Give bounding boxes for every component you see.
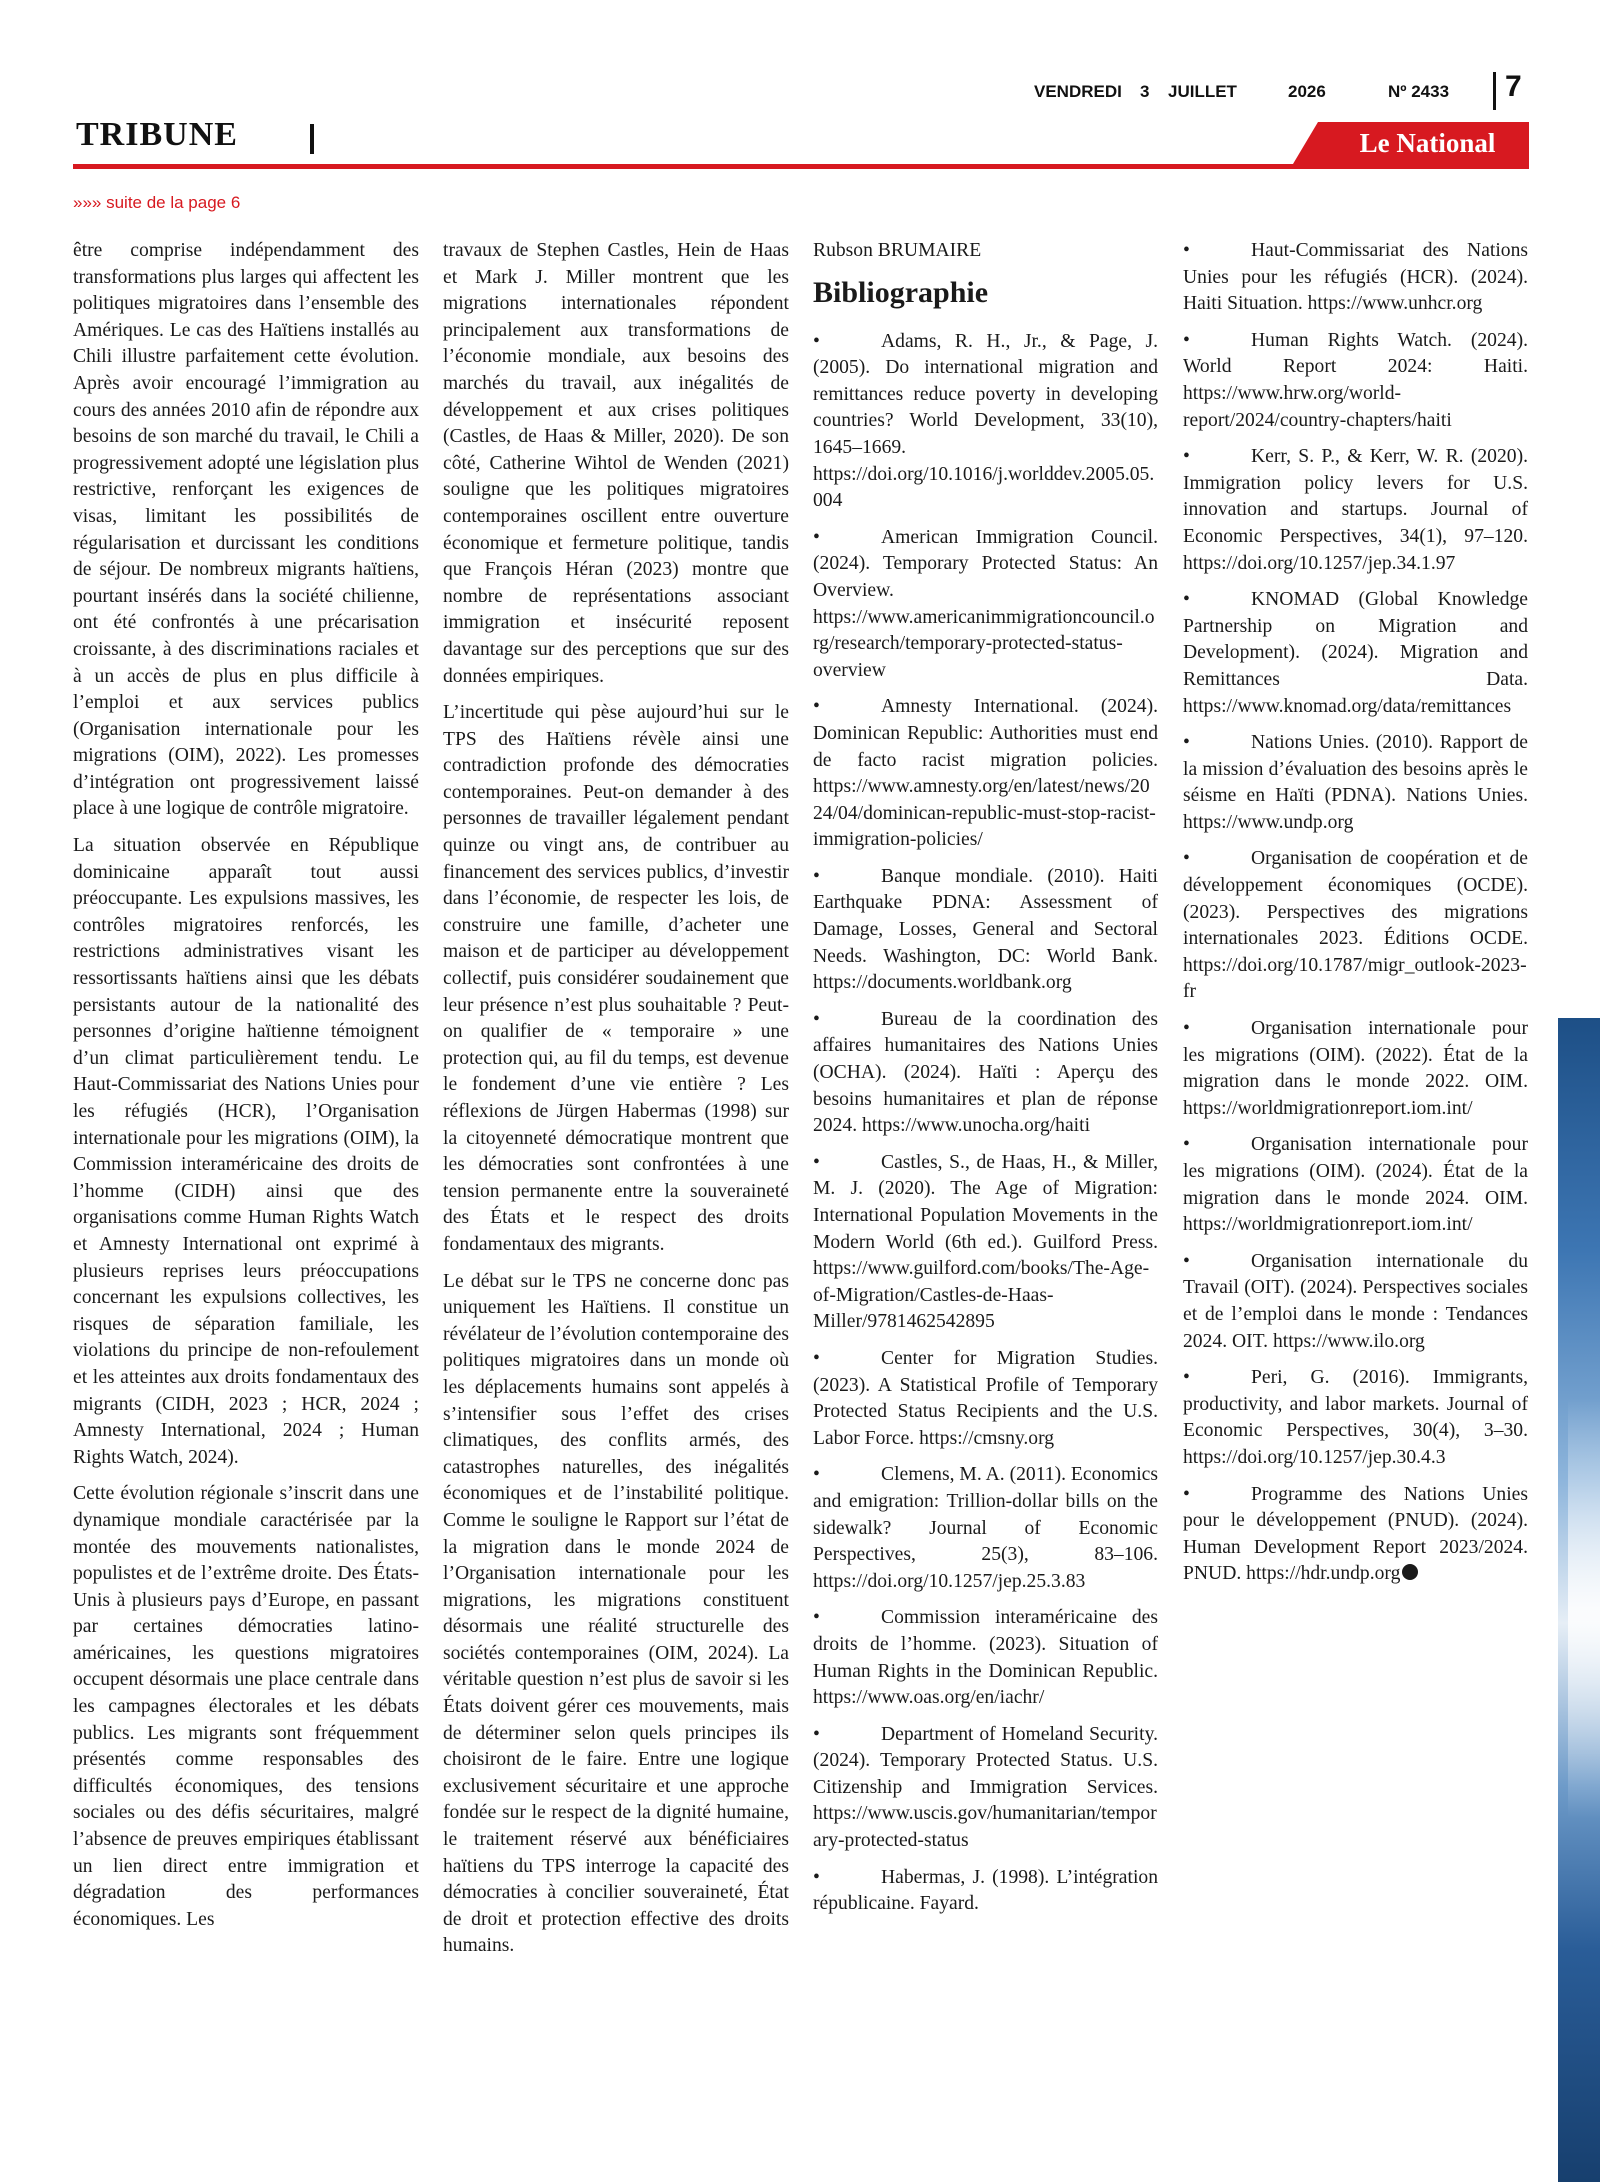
article-column-4 (1183, 238, 1528, 1598)
page-number: 7 (1505, 70, 1522, 103)
issue-info (1030, 82, 1460, 106)
section-title-divider (310, 124, 314, 154)
bibliography-entry: • Kerr, S. P., & Kerr, W. R. (2020). Immigration policy levers for U.S. innovation and startups. Journal of Economic Perspectives, 34(1), 97–120. https://doi.org/10.1257/jep.34.1.97 (1183, 446, 1528, 574)
bibliography-entry: • Amnesty International. (2024). Dominican Republic: Authorities must end de facto racist migration policies. https://www.amnesty.org/en/latest/news/2024/04/dominican-republic-must-stop-racist-immigration-policies/ (813, 696, 1158, 851)
brand-name: Le National (1359, 128, 1496, 158)
bibliography-entry: • Organisation internationale pour les migrations (OIM). (2024). État de la migration dans le monde 2024. OIM. https://worldmigrationreport.iom.int/ (1183, 1134, 1528, 1236)
adjacent-page-photo (1558, 1018, 1600, 2182)
bibliography-entry: • Organisation internationale du Travail (OIT). (2024). Perspectives sociales et de l’emploi dans le monde : Tendances 2024. OIT. https://www.ilo.org (1183, 1250, 1528, 1352)
bibliography-entry: • Castles, S., de Haas, H., & Miller, M. J. (2020). The Age of Migration: International Population Movements in the Modern World (6th ed.). Guilford Press. https://www.guilford.com/books/The-Age-of-Migration/Castles-de-Haas-Miller/9781462542895 (813, 1151, 1158, 1333)
paragraph: La situation observée en République dominicaine apparaît tout aussi préoccupante. Les expulsions massives, les contrôles migratoires renforcés, les restrictions administratives visant les ressortissants haïtiens ainsi que les débats persistants autour de la nationalité des personnes d’origine haïtienne témoignent d’un climat particulièrement tendu. Le Haut-Commissariat des Nations Unies pour les réfugiés (HCR), l’Organisation internationale pour les migrations (OIM), la Commission interaméricaine des droits de l’homme (CIDH) ainsi que des organisations comme Human Rights Watch et Amnesty International ont exprimé à plusieurs reprises leurs préoccupations concernant les expulsions collectives, les risques de séparation familiale, les violations du principe de non-refoulement et les atteintes aux droits fondamentaux des migrants (CIDH, 2023 ; HCR, 2024 ; Amnesty International, 2024 ; Human Rights Watch, 2024). (73, 835, 419, 1468)
bibliography-entry: • American Immigration Council. (2024). Temporary Protected Status: An Overview. https://www.americanimmigrationcouncil.org/research/temporary-protected-status-overview (813, 526, 1158, 681)
paragraph: être comprise indépendamment des transformations plus larges qui affectent les politiques migratoires dans l’ensemble des Amériques. Le cas des Haïtiens installés au Chili illustre parfaitement cette évolution. Après avoir encouragé l’immigration au cours des années 2010 afin de répondre aux besoins de son marché du travail, le Chili a progressivement adopté une législation plus restrictive, renforçant les exigences de visas, limitant les possibilités de régularisation et durcissant les conditions de séjour. De nombreux migrants haïtiens, pourtant insérés dans la société chilienne, ont été confrontés à une précarisation croissante, à des discriminations raciales et à un accès de plus en plus difficile à l’emploi et aux services publics (Organisation internationale pour les migrations (OIM), 2022). Les promesses d’intégration ont progressivement laissé place à une logique de contrôle migratoire. (73, 240, 419, 820)
section-title: TRIBUNE (76, 116, 238, 153)
bibliography-entry: • Organisation internationale pour les migrations (OIM). (2022). État de la migration dans le monde 2022. OIM. https://worldmigrationreport.iom.int/ (1183, 1018, 1528, 1119)
continued-from-link: »»» suite de la page 6 (73, 193, 241, 212)
bibliography-entry: • KNOMAD (Global Knowledge Partnership on Migration and Development). (2024). Migration and Remittances Data. https://www.knomad.org/data/remittances (1183, 589, 1528, 717)
bibliography-entry: • Clemens, M. A. (2011). Economics and emigration: Trillion-dollar bills on the sidewalk? Journal of Economic Perspectives, 25(3), 83–106. https://doi.org/10.1257/jep.25.3.83 (813, 1464, 1158, 1592)
issue-year: 2026 (1288, 82, 1326, 101)
paragraph: L’incertitude qui pèse aujourd’hui sur le TPS des Haïtiens révèle ainsi une contradiction profonde des démocraties contemporaines. Peut-on demander à des personnes de travailler légalement pendant quinze ou vingt ans, de contribuer au financement des services publics, d’investir dans l’économie, de respecter les lois, de construire une famille, d’acheter une maison et de participer au développement collectif, puis considérer soudainement que leur présence n’est plus souhaitable ? Peut-on qualifier de « temporaire » une protection qui, au fil du temps, est devenue le fondement d’une vie entière ? Les réflexions de Jürgen Habermas (1998) sur la citoyenneté démocratique montrent que les démocraties sont confrontées à une tension permanente entre la souveraineté des États et le respect des droits fondamentaux des migrants. (443, 702, 789, 1255)
article-column-1 (73, 238, 419, 1933)
issue-month: JUILLET (1168, 82, 1237, 101)
bibliography-entry: • Human Rights Watch. (2024). World Report 2024: Haiti. https://www.hrw.org/world-report/2024/country-chapters/haiti (1183, 329, 1528, 431)
bibliography-entry: • Organisation de coopération et de développement économiques (OCDE). (2023). Perspectives des migrations internationales 2023. Éditions OCDE. https://doi.org/10.1787/migr_outlook-2023-fr (1183, 848, 1528, 1003)
paragraph: travaux de Stephen Castles, Hein de Haas et Mark J. Miller montrent que les migrations internationales répondent principalement aux transformations de l’économie mondiale, aux besoins des marchés du travail, aux inégalités de développement et aux crises politiques (Castles, de Haas & Miller, 2020). De son côté, Catherine Wihtol de Wenden (2021) souligne que les politiques migratoires contemporaines oscillent entre ouverture économique et fermeture politique, tandis que François Héran (2023) montre que nombre de représentations associant immigration et insécurité reposent davantage sur des perceptions que sur des données empiriques. (443, 240, 789, 687)
issue-number: Nº 2433 (1388, 82, 1450, 101)
bibliography-entry: • Banque mondiale. (2010). Haiti Earthquake PDNA: Assessment of Damage, Losses, General and Sectoral Needs. Washington, DC: World Bank. https://documents.worldbank.org (813, 865, 1158, 994)
bibliography-entry: • Bureau de la coordination des affaires humanitaires des Nations Unies (OCHA). (2024). Haïti : Aperçu des besoins humanitaires et plan de réponse 2024. https://www.unocha.org/haiti (813, 1008, 1158, 1137)
bibliography-entry: • Peri, G. (2016). Immigrants, productivity, and labor markets. Journal of Economic Perspectives, 30(4), 3–30. https://doi.org/10.1257/jep.30.4.3 (1183, 1367, 1528, 1468)
paragraph: Cette évolution régionale s’inscrit dans une dynamique mondiale caractérisée par la montée des mouvements nationalistes, populistes et de l’extrême droite. Des États-Unis à plusieurs pays d’Europe, en passant par certaines démocraties latino-américaines, les questions migratoires occupent désormais une place centrale dans les campagnes électorales et les débats publics. Les migrants sont fréquemment présentés comme responsables des difficultés économiques, des tensions sociales ou des défis sécuritaires, malgré l’absence de preuves empiriques établissant un lien direct entre immigration et dégradation des performances économiques. Les (73, 1483, 419, 1930)
bibliography-entry: • Haut-Commissariat des Nations Unies pour les réfugiés (HCR). (2024). Haiti Situation. https://www.unhcr.org (1183, 240, 1528, 315)
author-name: Rubson BRUMAIRE (813, 240, 982, 261)
bibliography-title: Bibliographie (813, 275, 989, 309)
paragraph: Le débat sur le TPS ne concerne donc pas uniquement les Haïtiens. Il constitue un révélateur de l’évolution contemporaine des politiques migratoires dans un monde où les déplacements humains sont appelés à s’intensifier sous l’effet des crises climatiques, des conflits armés, des catastrophes naturelles, des inégalités économiques et de l’instabilité politique. Comme le souligne le Rapport sur l’état de la migration dans le monde 2024 de l’Organisation internationale pour les migrations, les migrations constituent désormais une réalité structurelle des sociétés contemporaines (OIM, 2024). La véritable question n’est plus de savoir si les États doivent gérer ces mouvements, mais de déterminer selon quels principes ils choisiront de le faire. Entre une logique exclusivement sécuritaire et une approche fondée sur le respect de la dignité humaine, le traitement réservé aux bénéficiaires haïtiens du TPS interroge la capacité des démocraties à concilier souveraineté, État de droit et protection effective des droits humains. (443, 1270, 789, 1957)
issue-date: 3 (1140, 82, 1150, 101)
end-of-article-icon (1402, 1564, 1418, 1580)
bibliography-entry: • Nations Unies. (2010). Rapport de la mission d’évaluation des besoins après le séisme en Haïti (PDNA). Nations Unies. https://www.undp.org (1183, 732, 1528, 833)
bibliography-entry: • Adams, R. H., Jr., & Page, J. (2005). Do international migration and remittances reduce poverty in developing countries? World Development, 33(10), 1645–1669. https://doi.org/10.1016/j.worlddev.2005.05.004 (813, 330, 1158, 512)
article-column-2 (443, 238, 789, 1960)
bibliography-entry: • Habermas, J. (1998). L’intégration républicaine. Fayard. (813, 1866, 1158, 1915)
issue-day: VENDREDI (1034, 82, 1122, 101)
page-number-divider (1493, 72, 1496, 110)
bibliography-entry: • Commission interaméricaine des droits de l’homme. (2023). Situation of Human Rights in the Dominican Republic. https://www.oas.org/en/iachr/ (813, 1607, 1158, 1709)
article-column-3 (813, 238, 1158, 1928)
bibliography-entry: • Center for Migration Studies. (2023). A Statistical Profile of Temporary Protected Status Recipients and the U.S. Labor Force. https://cmsny.org (813, 1347, 1158, 1449)
bibliography-entry: • Programme des Nations Unies pour le développement (PNUD). (2024). Human Development Report 2023/2024. PNUD. https://hdr.undp.org (1183, 1483, 1528, 1585)
bibliography-entry: • Department of Homeland Security. (2024). Temporary Protected Status. U.S. Citizenship and Immigration Services. https://www.uscis.gov/humanitarian/temporary-protected-status (813, 1723, 1158, 1852)
